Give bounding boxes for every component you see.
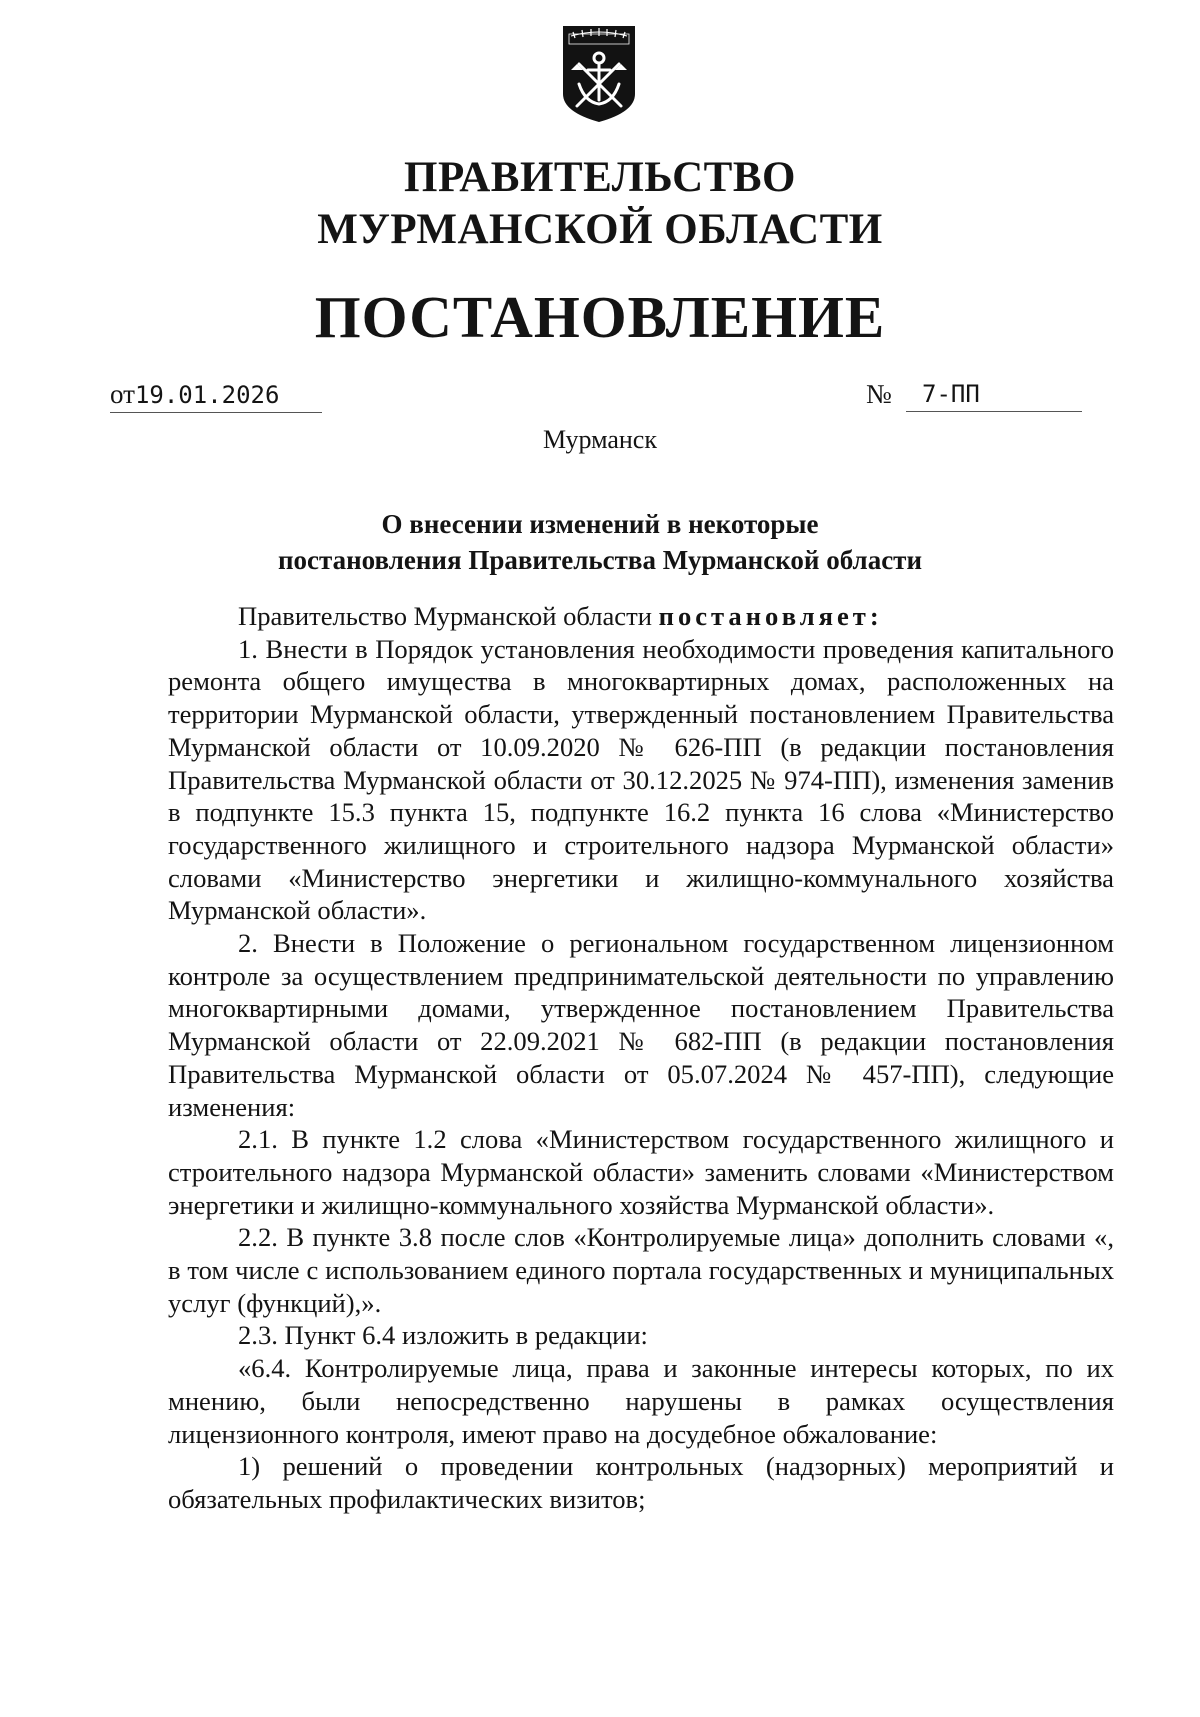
subject-line2: постановления Правительства Мурманской области (277, 545, 923, 575)
city: Мурманск (543, 425, 657, 454)
paragraph-2: 2. Внести в Положение о региональном государственном лицензионном контроле за осуществлением предпринимательской деятельности по управлению многоквартирными домами, утвержденное постановлением Правительства Мурманской области от 22.09.2021 № 682-ПП (в редакции постановления Правительства Мурманской области от 05.07.2024 № 457-ПП), следующие изменения: (168, 928, 1114, 1122)
document-number (866, 378, 1082, 412)
paragraph-1: 1. Внести в Порядок установления необходимости проведения капитального ремонта общего имущества в многоквартирных домах, расположенных на территории Мурманской области, утвержденный постановлением Правительства Мурманской области от 10.09.2020 № 626-ПП (в редакции постановления Правительства Мурманской области от 30.12.2025 № 974-ПП), изменения заменив в подпункте 15.3 пункта 15, подпункте 16.2 пункта 16 слова «Министерство государственного жилищного и строительного надзора Мурманской области» словами «Министерство энергетики и жилищно-коммунального хозяйства Мурманской области». (168, 633, 1114, 926)
preamble-text: Правительство Мурманской области (238, 601, 659, 631)
number-prefix: № (866, 379, 892, 409)
date-value: 19.01.2026 (134, 381, 280, 409)
number-underline (906, 411, 1082, 412)
paragraph-2-1: 2.1. В пункте 1.2 слова «Министерством государственного жилищного и строительного надзора Мурманской области» заменить словами «Министерством энергетики и жилищно-коммунального хозяйства Мурманской области». (168, 1124, 1114, 1220)
paragraph-6-4-item-1: 1) решений о проведении контрольных (надзорных) мероприятий и обязательных профилактических визитов; (168, 1451, 1114, 1514)
government-title (0, 152, 1200, 256)
document-subject (0, 506, 1200, 578)
paragraph-2-2: 2.2. В пункте 3.8 после слов «Контролируемые лица» дополнить словами «, в том числе с использованием единого портала государственных и муниципальных услуг (функций),». (168, 1222, 1114, 1318)
paragraph-2-3: 2.3. Пункт 6.4 изложить в редакции: (238, 1320, 648, 1351)
preamble (168, 600, 1114, 633)
date-prefix: от (110, 379, 135, 409)
number-value: 7-ПП (922, 380, 980, 408)
preamble-emphasis: постановляет: (658, 601, 883, 631)
government-title-line1: ПРАВИТЕЛЬСТВО (404, 154, 796, 201)
coat-of-arms-emblem (561, 24, 637, 124)
document-type: ПОСТАНОВЛЕНИЕ (314, 284, 886, 350)
paragraph-6-4: «6.4. Контролируемые лица, права и законные интересы которых, по их мнению, были непосредственно нарушены в рамках осуществления лицензионного контроля, имеют право на досудебное обжалование: (168, 1353, 1114, 1449)
subject-line1: О внесении изменений в некоторые (381, 509, 819, 539)
government-title-line2: МУРМАНСКОЙ ОБЛАСТИ (317, 206, 883, 253)
document-date (110, 378, 322, 413)
document-body (168, 600, 1114, 1516)
